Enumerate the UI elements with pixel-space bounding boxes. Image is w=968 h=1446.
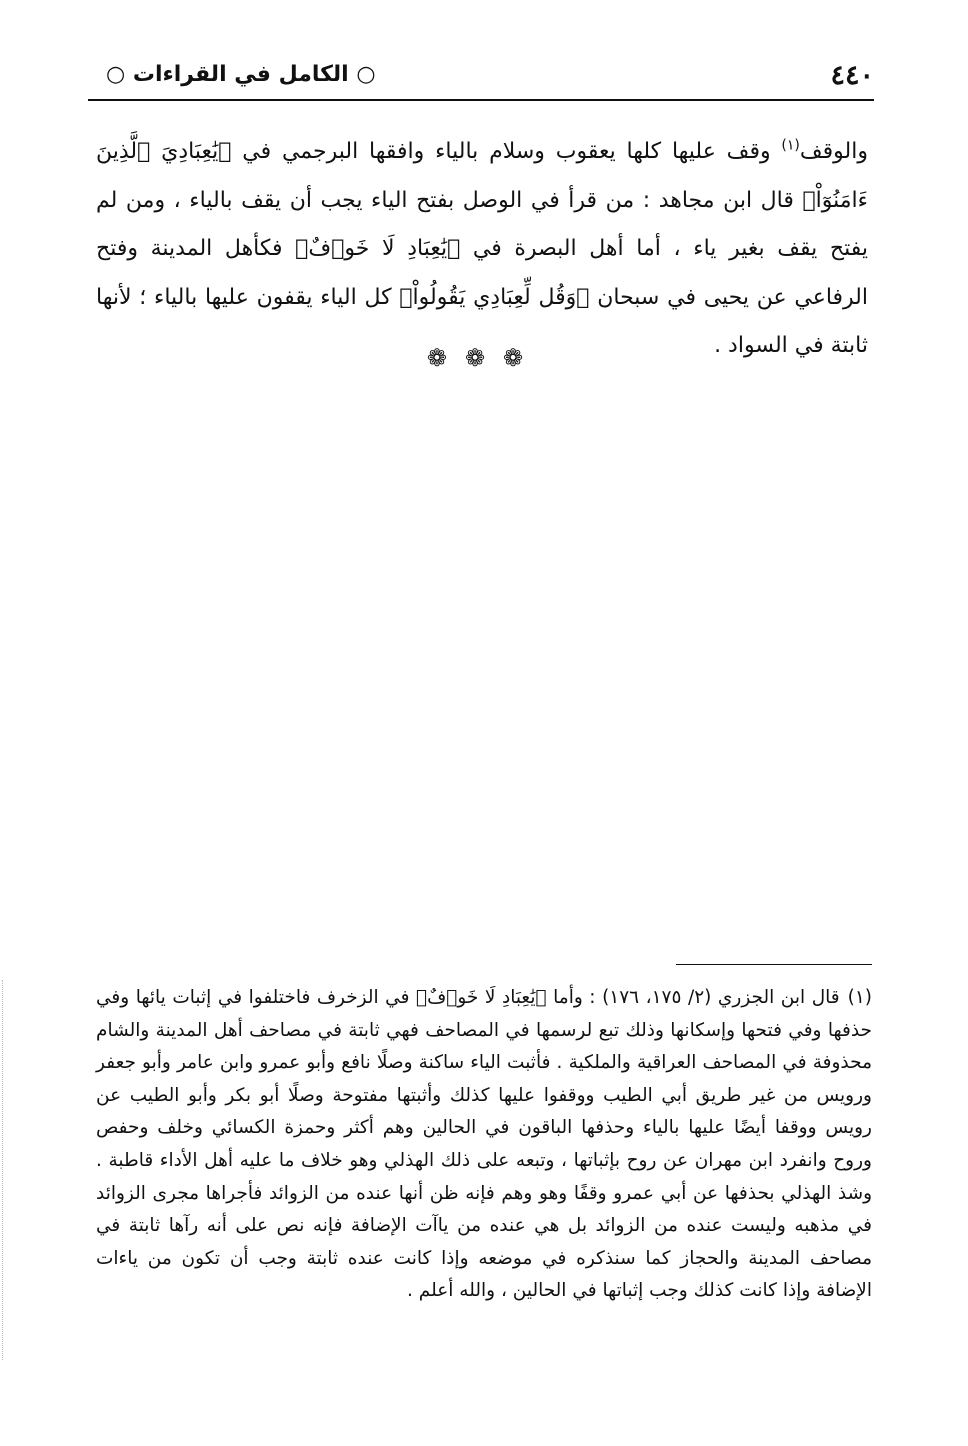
- footnote-item: [96, 982, 872, 1308]
- footnote-number: (١): [847, 987, 872, 1008]
- footnote-separator: [676, 964, 872, 965]
- ornament-icon: ❁: [464, 344, 504, 372]
- footnotes: [96, 982, 872, 1308]
- running-title: ○ الكامل في القراءات ○: [106, 62, 376, 87]
- footnote-reference[interactable]: (١): [781, 137, 800, 154]
- page-header: [88, 58, 874, 98]
- header-rule: [88, 99, 874, 101]
- page-number: ٤٤٠: [830, 60, 874, 91]
- section-end-ornaments: [0, 344, 968, 372]
- footnote-text: قال ابن الجزري (٢/ ١٧٥، ١٧٦) : وأما ﴿يَٰعِبَادِ لَا خَوۡفٌ﴾ في الزخرف فاختلفوا في إثبات يائها وفي حذفها وفي فتحها وإسكانها وذلك تبع لرسمها في المصاحف فهي ثابتة في مصاحف أهل المدينة والشام محذوفة في المصاحف العراقية والملكية . فأثبت الياء ساكنة وصلًا نافع وأبو عمرو وابن عامر وأبو جعفر ورويس من غير طريق أبي الطيب ووقفوا عليها كذلك وأثبتها مفتوحة وصلًا أبو بكر وأبو الطيب عن رويس ووقفا أيضًا عليها بالياء وحذفها الباقون في الحالين وهم أكثر وحمزة الكسائي وخلف وحفص وروح وانفرد ابن مهران عن روح بإثباتها ، وتبعه على ذلك الهذلي وهو خلاف ما عليه أهل الأداء قاطبة . وشذ الهذلي بحذفها عن أبي عمرو وقفًا وهو وهم فإنه ظن أنها عنده من الزوائد فأجراها مجرى الزوائد في مذهبه وليست عنده من الزوائد بل هي عنده من ياآت الإضافة فإنه نص على أنه رآها ثابتة في مصاحف المدينة والحجاز كما سنذكره في موضعه وإذا كانت عنده ثابتة وجب أن تكون من ياءات الإضافة وإذا كانت كذلك وجب إثباتها في الحالين ، والله أعلم .: [96, 987, 872, 1302]
- ornament-icon: ❁: [426, 344, 465, 372]
- paragraph-opening-word: والوقف: [799, 139, 868, 164]
- ornament-icon: ❁: [503, 344, 542, 372]
- main-paragraph: [96, 128, 868, 371]
- paragraph-body: وقف عليها كلها يعقوب وسلام بالياء وافقها البرجمي في ﴿يَٰعِبَادِيَ ٱلَّذِينَ ءَامَنُوٓاْ﴾ قال ابن مجاهد : من قرأ في الوصل بفتح الياء يجب أن يقف بالياء ، ومن لم يفتح يقف بغير ياء ، أما أهل البصرة في ﴿يَٰعِبَادِ لَا خَوۡفٌ﴾ فكأهل المدينة وفتح الرفاعي عن يحيى في سبحان ﴿وَقُل لِّعِبَادِي يَقُولُواْ﴾ كل الياء يقفون عليها بالياء ؛ لأنها ثابتة في السواد .: [96, 139, 868, 358]
- scan-edge: [2, 980, 3, 1360]
- main-text: [96, 128, 868, 371]
